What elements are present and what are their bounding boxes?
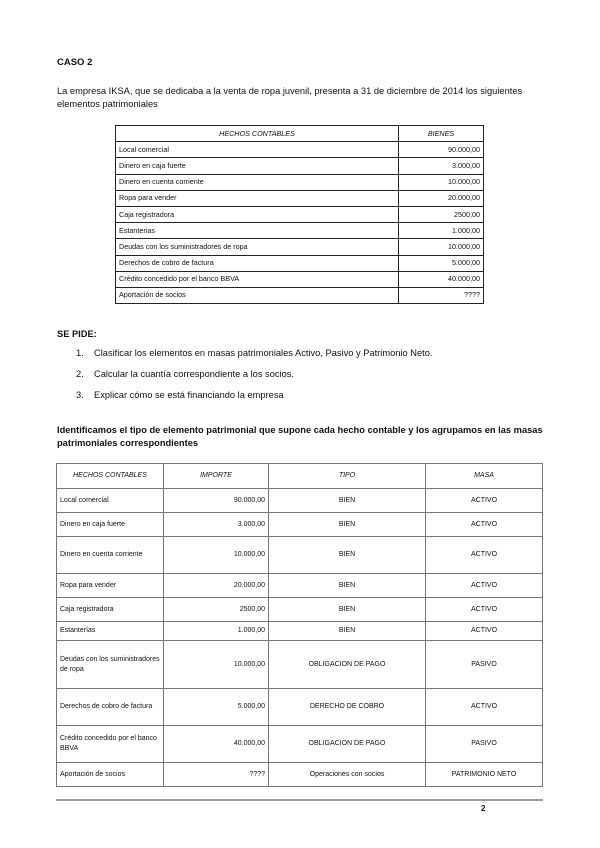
cell-importe: 2500,00 — [399, 206, 484, 222]
cell-importe: 10.000,00 — [399, 239, 484, 255]
table-row — [57, 537, 543, 574]
cell-tipo: DERECHO DE COBRO — [269, 689, 426, 726]
cell-hecho: Dinero en cuenta corriente — [57, 537, 164, 574]
cell-hecho: Deudas con los suministradores de ropa — [116, 239, 399, 255]
cell-tipo: OBLIGACION DE PAGO — [269, 641, 426, 689]
cell-importe: 2500,00 — [164, 598, 269, 622]
cell-hecho: Local comercial — [116, 142, 399, 158]
table-row — [116, 239, 484, 255]
cell-hecho: Dinero en caja fuerte — [57, 513, 164, 537]
table-row — [116, 255, 484, 271]
table-row — [116, 223, 484, 239]
cell-importe: 20.000,00 — [164, 574, 269, 598]
cell-importe: 40.000,00 — [399, 271, 484, 287]
cell-tipo: BIEN — [269, 513, 426, 537]
table-row — [116, 287, 484, 303]
table-row — [57, 726, 543, 763]
cell-masa: ACTIVO — [426, 622, 543, 641]
cell-hecho: Dinero en cuenta corriente — [116, 174, 399, 190]
table-row — [57, 622, 543, 641]
table-row — [116, 190, 484, 206]
list-item-text: Clasificar los elementos en masas patrimoniales Activo, Pasivo y Patrimonio Neto. — [94, 348, 433, 358]
cell-hecho: Caja registradora — [116, 206, 399, 222]
cell-importe: 10.000,00 — [164, 641, 269, 689]
cell-masa: ACTIVO — [426, 537, 543, 574]
cell-tipo: BIEN — [269, 598, 426, 622]
classification-table — [56, 463, 543, 787]
cell-hecho: Ropa para vender — [116, 190, 399, 206]
cell-hecho: Local comercial — [57, 489, 164, 513]
table-row — [116, 142, 484, 158]
cell-hecho: Ropa para vender — [57, 574, 164, 598]
table-row — [57, 641, 543, 689]
header-hechos-contables: HECHOS CONTABLES — [57, 464, 164, 489]
list-item-text: Calcular la cuantía correspondiente a los socios. — [94, 369, 294, 379]
cell-hecho: Caja registradora — [57, 598, 164, 622]
cell-importe: 5.000,00 — [399, 255, 484, 271]
table-row — [57, 513, 543, 537]
cell-tipo: BIEN — [269, 537, 426, 574]
cell-masa: ACTIVO — [426, 489, 543, 513]
cell-importe: ???? — [399, 287, 484, 303]
cell-hecho: Dinero en caja fuerte — [116, 158, 399, 174]
cell-masa: ACTIVO — [426, 513, 543, 537]
cell-tipo: OBLIGACION DE PAGO — [269, 726, 426, 763]
cell-importe: 90.000,00 — [164, 489, 269, 513]
table-row — [116, 158, 484, 174]
table-row — [116, 174, 484, 190]
header-masa: MASA — [426, 464, 543, 489]
cell-tipo: BIEN — [269, 622, 426, 641]
cell-hecho: Estanterías — [57, 622, 164, 641]
header-tipo: TIPO — [269, 464, 426, 489]
cell-importe: 5.000,00 — [164, 689, 269, 726]
cell-hecho: Deudas con los suministradores de ropa — [57, 641, 164, 689]
table-row — [57, 763, 543, 787]
cell-masa: PATRIMONIO NETO — [426, 763, 543, 787]
table-row — [57, 574, 543, 598]
cell-tipo: Operaciones con socios — [269, 763, 426, 787]
list-item-number: 2. — [76, 369, 84, 379]
cell-importe: 1.000,00 — [399, 223, 484, 239]
table-header-row — [57, 464, 543, 489]
list-item-number: 1. — [76, 348, 84, 358]
cell-hecho: Aportación de socios — [57, 763, 164, 787]
cell-masa: ACTIVO — [426, 574, 543, 598]
cell-importe: 10.000,00 — [164, 537, 269, 574]
cell-masa: ACTIVO — [426, 689, 543, 726]
cell-importe: ???? — [164, 763, 269, 787]
cell-importe: 10.000,00 — [399, 174, 484, 190]
elements-table — [115, 125, 484, 304]
cell-hecho: Crédito concedido por el banco BBVA — [57, 726, 164, 763]
footer-divider — [56, 799, 543, 801]
cell-masa: PASIVO — [426, 641, 543, 689]
cell-hecho: Derechos de cobro de factura — [57, 689, 164, 726]
cell-hecho: Derechos de cobro de factura — [116, 255, 399, 271]
cell-importe: 40.000,00 — [164, 726, 269, 763]
header-importe: IMPORTE — [164, 464, 269, 489]
header-hechos-contables: HECHOS CONTABLES — [116, 126, 399, 142]
table-row — [57, 689, 543, 726]
cell-hecho: Estanterias — [116, 223, 399, 239]
cell-masa: ACTIVO — [426, 598, 543, 622]
list-item-number: 3. — [76, 390, 84, 400]
cell-importe: 20.000,00 — [399, 190, 484, 206]
cell-importe: 90.000,00 — [399, 142, 484, 158]
cell-importe: 1.000,00 — [164, 622, 269, 641]
section-heading: Identificamos el tipo de elemento patrimonial que supone cada hecho contable y los agrupamos en las masas patrimoniales correspondientes — [57, 425, 543, 448]
cell-importe: 3.000,00 — [164, 513, 269, 537]
intro-paragraph: La empresa IKSA, que se dedicaba a la venta de ropa juvenil, presenta a 31 de diciembre de 2014 los siguientes elementos patrimoniales — [57, 86, 523, 109]
table-row — [116, 206, 484, 222]
table-row — [57, 598, 543, 622]
cell-importe: 3.000,00 — [399, 158, 484, 174]
cell-tipo: BIEN — [269, 489, 426, 513]
table-header-row — [116, 126, 484, 142]
cell-hecho: Aportación de socios — [116, 287, 399, 303]
se-pide-label: SE PIDE: — [57, 329, 97, 339]
list-item-text: Explicar cómo se está financiando la empresa — [94, 390, 284, 400]
table-row — [57, 489, 543, 513]
cell-hecho: Crédito concedido por el banco BBVA — [116, 271, 399, 287]
cell-masa: PASIVO — [426, 726, 543, 763]
case-title: CASO 2 — [57, 57, 93, 68]
page-number: 2 — [481, 804, 486, 813]
header-bienes: BIENES — [399, 126, 484, 142]
cell-tipo: BIEN — [269, 574, 426, 598]
table-row — [116, 271, 484, 287]
